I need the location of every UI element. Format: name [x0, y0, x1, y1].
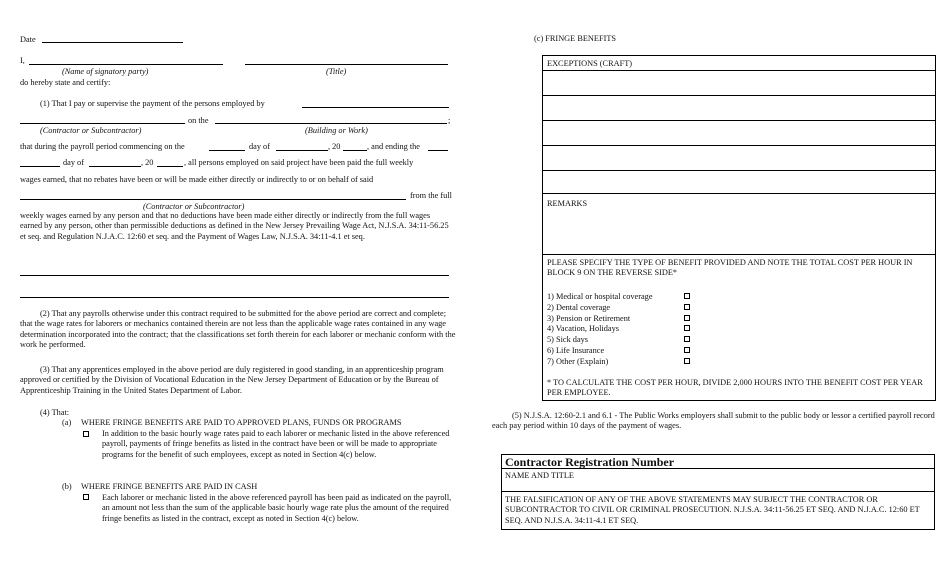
specify-instructions: PLEASE SPECIFY THE TYPE OF BENEFIT PROVIDED AND NOTE THE TOTAL COST PER HOUR IN BLOCK 9 ON THE REVERSE SIDE*: [547, 258, 913, 278]
benefit-item-medical[interactable]: [547, 291, 727, 302]
benefit-item-pension[interactable]: [547, 313, 727, 324]
blank-line-2[interactable]: [20, 297, 449, 298]
benefit-types-cell: [543, 255, 935, 402]
period-start-text: that during the payroll period commencing on the: [20, 142, 185, 151]
cost-calculation-note: * TO CALCULATE THE COST PER HOUR, DIVIDE 2,000 HOURS INTO THE BENEFIT COST PER YEAR PER EMPLOYEE.: [547, 378, 923, 398]
day-of-label-2: day of: [63, 158, 84, 167]
benefit-item-life-insurance[interactable]: [547, 345, 727, 356]
year-prefix-label: , 20: [328, 142, 341, 151]
benefit-label: 5) Sick days: [547, 335, 589, 345]
benefit-label: 2) Dental coverage: [547, 302, 611, 312]
on-the-label: on the: [188, 116, 209, 125]
name-title-row[interactable]: [502, 469, 934, 492]
statement-5-text: (5) N.J.S.A. 12:60-2.1 and 6.1 - The Public Works employers shall submit to the public body or lessor a certified payroll record each pay period within 10 days of the payment of wages.: [492, 411, 935, 431]
option-b-label: (b): [62, 482, 72, 491]
contractor-caption: (Contractor or Subcontractor): [40, 126, 142, 135]
exceptions-row-1[interactable]: [543, 71, 935, 96]
checkbox-icon[interactable]: [684, 336, 690, 342]
contractor-caption-2: (Contractor or Subcontractor): [143, 202, 245, 211]
end-day-field[interactable]: [20, 166, 60, 167]
wages-text: wages earned, that no rebates have been or will be made either directly or indirectly to or on behalf of said: [20, 175, 374, 184]
benefit-item-dental[interactable]: [547, 302, 727, 313]
blank-line-1[interactable]: [20, 275, 449, 276]
registration-box: [501, 454, 935, 530]
semicolon: ;: [448, 116, 451, 125]
benefit-label: 7) Other (Explain): [547, 356, 609, 366]
checkbox-icon[interactable]: [684, 358, 690, 364]
employer-field[interactable]: [302, 107, 449, 108]
fringe-benefits-heading: (c) FRINGE BENEFITS: [534, 34, 617, 43]
name-and-title-label: NAME AND TITLE: [505, 471, 574, 480]
checkbox-icon[interactable]: [684, 347, 690, 353]
option-a-checkbox[interactable]: [83, 431, 89, 437]
end-day-prefix-field[interactable]: [428, 150, 448, 151]
registration-number-row[interactable]: [502, 455, 934, 469]
option-b-heading: WHERE FRINGE BENEFITS ARE PAID IN CASH: [81, 482, 258, 491]
building-caption: (Building or Work): [305, 126, 368, 135]
title-caption: (Title): [326, 67, 347, 76]
option-a-label: (a): [62, 418, 72, 427]
start-day-field[interactable]: [209, 150, 245, 151]
benefit-item-other[interactable]: [547, 356, 727, 367]
benefit-label: 4) Vacation, Holidays: [547, 324, 619, 334]
exceptions-row-2[interactable]: [543, 96, 935, 121]
remarks-cell[interactable]: [543, 194, 935, 255]
contractor-field-2[interactable]: [20, 199, 406, 200]
checkbox-icon[interactable]: [684, 293, 690, 299]
falsification-row: [502, 492, 934, 529]
paid-statement-text: , all persons employed on said project have been paid the full weekly: [184, 158, 414, 167]
benefit-list: [547, 291, 727, 367]
exceptions-row-5[interactable]: [543, 171, 935, 194]
certify-text: do hereby state and certify:: [20, 78, 111, 87]
signatory-name-field[interactable]: [29, 64, 223, 65]
option-b-checkbox[interactable]: [83, 494, 89, 500]
checkbox-icon[interactable]: [684, 304, 690, 310]
fringe-benefits-table: [542, 55, 936, 401]
date-field[interactable]: [42, 42, 183, 43]
i-label: I,: [20, 56, 25, 65]
start-year-field[interactable]: [343, 150, 367, 151]
ending-the-label: , and ending the: [367, 142, 420, 151]
exceptions-label: EXCEPTIONS (CRAFT): [547, 59, 633, 68]
falsification-warning: THE FALSIFICATION OF ANY OF THE ABOVE STATEMENTS MAY SUBJECT THE CONTRACTOR OR SUBCONTRACTOR TO CIVIL OR CRIMINAL PROSECUTION. N.J.S.A. 34:11-56.25 ET SEQ. AND N.J.A.C. 12:60 ET SEQ. AND N.J.S.A. 34:11-4.1 ET SEQ.: [505, 495, 920, 525]
statement-3-text: (3) That any apprentices employed in the above period are duly registered in good standing, in an apprenticeship program approved or certified by the Division of Vocational Education in the New Jersey Department of Education or by the Bureau of Apprenticeship Training in the United States Department of Labor.: [20, 365, 444, 395]
checkbox-icon[interactable]: [684, 315, 690, 321]
remarks-label: REMARKS: [547, 199, 588, 208]
registration-title: Contractor Registration Number: [505, 455, 675, 469]
start-month-field[interactable]: [276, 150, 328, 151]
end-month-field[interactable]: [89, 166, 141, 167]
year-prefix-label-2: , 20: [141, 158, 154, 167]
statement-4-label: (4) That:: [40, 408, 70, 417]
benefit-label: 6) Life Insurance: [547, 345, 605, 355]
benefit-item-sick-days[interactable]: [547, 334, 727, 345]
end-year-field[interactable]: [157, 166, 183, 167]
name-caption: (Name of signatory party): [62, 67, 149, 76]
from-the-full-label: from the full: [410, 191, 452, 200]
weekly-wages-paragraph: weekly wages earned by any person and that no deductions have been made either directly or indirectly from the full wages earned by any person, other than permissible deductions as defined in the New Jersey Prevailing Wage Act, N.J.S.A. 34:11-56.25 et seq. and Regulation N.J.A.C. 12:60 et seq. and the Payment of Wages Law, N.J.S.A. 34:11-4.1 et seq.: [20, 211, 449, 241]
option-b-text: Each laborer or mechanic listed in the above referenced payroll has been paid as indicated on the payroll, an amount not less than the sum of the applicable basic hourly wage rate plus the amount of the required fringe benefits as listed in the contract, except as noted in Section 4(c) below.: [102, 493, 452, 523]
statement-2-text: (2) That any payrolls otherwise under this contract required to be submitted for the above period are correct and complete; that the wage rates for laborers or mechanics contained therein are not less than the applicable wage rates contained in any wage determination incorporated into the contract; that the classifications set forth therein for each laborer or mechanic conform with the work he performed.: [20, 309, 456, 349]
exceptions-row-3[interactable]: [543, 121, 935, 146]
signatory-title-field[interactable]: [245, 64, 448, 65]
contractor-field[interactable]: [20, 123, 185, 124]
benefit-item-vacation[interactable]: [547, 323, 727, 334]
benefit-label: 1) Medical or hospital coverage: [547, 292, 653, 301]
exceptions-header-row: [543, 56, 935, 71]
checkbox-icon[interactable]: [684, 325, 690, 331]
exceptions-row-4[interactable]: [543, 146, 935, 171]
building-field[interactable]: [215, 123, 447, 124]
benefit-label: 3) Pension or Retirement: [547, 313, 631, 323]
day-of-label: day of: [249, 142, 270, 151]
option-a-text: In addition to the basic hourly wage rates paid to each laborer or mechanic listed in the above referenced payroll, payments of fringe benefits as listed in the contract have been or will be made to appropriate programs for the benefit of such employees, except as noted in Section 4(c) below.: [102, 429, 450, 459]
option-a-heading: WHERE FRINGE BENEFITS ARE PAID TO APPROVED PLANS, FUNDS OR PROGRAMS: [81, 418, 402, 427]
date-label: Date: [20, 35, 36, 44]
statement-1-text: (1) That I pay or supervise the payment of the persons employed by: [40, 99, 265, 108]
